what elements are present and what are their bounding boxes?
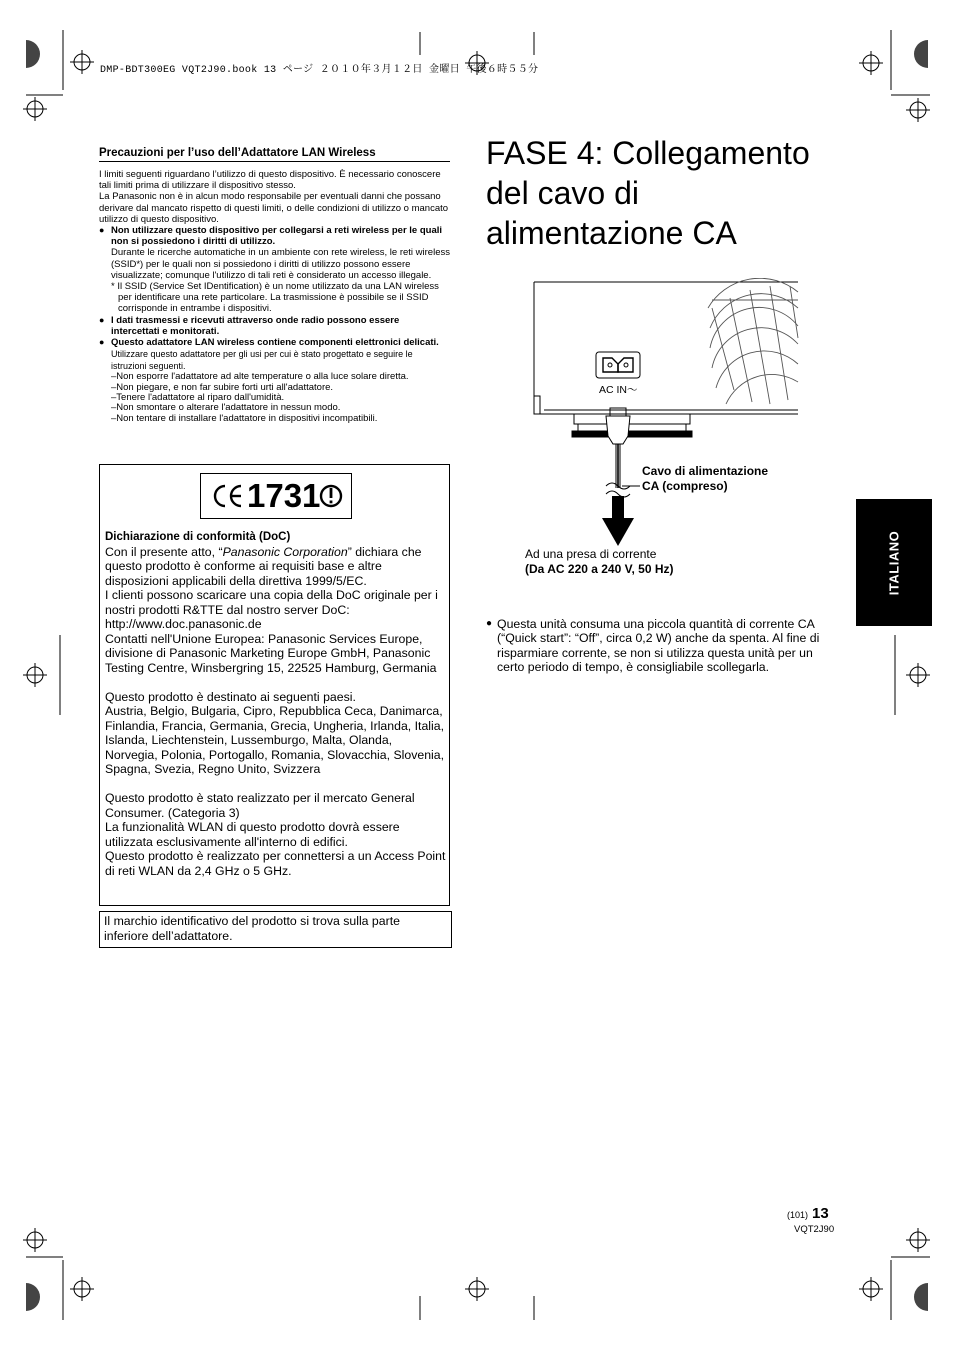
bullet-detail: Durante le ricerche automatiche in un ambiente con rete wireless, le reti wireless (SSID*) per le quali non si possiedono i diritti di utilizzo possono essere visualizzate; comunque l'utilizzo di tali reti è considerato un accesso illegale. <box>111 247 450 281</box>
doc-paragraph: I clienti possono scaricare una copia della DoC originale per i nostri prodotti R&TTE dal nostro server DoC: <box>105 588 438 617</box>
footnote: * Il SSID (Service Set IDentification) è un nome utilizzato da una LAN wireless per identificare una rete particolare. La trasmissione è possibile se il SSID corrisponde in entrambe i dispositivi. <box>111 281 439 315</box>
title-line: del cavo di <box>486 175 639 211</box>
title-line: alimentazione CA <box>486 215 737 251</box>
language-label: ITALIANO <box>886 530 902 595</box>
doc-paragraph: Contatti nell'Unione Europea: Panasonic Services Europe, divisione di Panasonic Marketing Europe GmbH, Panasonic Testing Centre, Winsbergring 15, 22525 Hamburg, Germania <box>105 631 437 675</box>
power-note-text: Questa unità consuma una piccola quantità di corrente CA (“Quick start”: “Off”, circa 0,2 W) anche da spenta. Al fine di risparmiare corrente, se non si utilizza questa unità per un certo periodo di tempo, è consigliabile scollegarla. <box>497 617 820 674</box>
outlet-label-line: Ad una presa di corrente <box>525 547 657 561</box>
instruction-list <box>99 372 450 424</box>
cable-label <box>642 464 768 494</box>
page-number <box>787 1205 829 1222</box>
section-title: Precauzioni per l’uso dell’Adattatore LAN Wireless <box>99 147 450 162</box>
ce-mark-logo <box>200 473 352 519</box>
company-name: Panasonic Corporation <box>222 544 348 559</box>
bullet-dot-icon: ● <box>99 337 105 348</box>
list-item: –Tenere l'adattatore al riparo dall'umidità. <box>111 392 285 404</box>
page-reference: (101) <box>787 1210 809 1220</box>
bullet-detail: Utilizzare questo adattatore per gli usi per cui è stato progettato e seguire le istruzioni seguenti. <box>111 349 413 372</box>
bullet-dot-icon: ● <box>99 314 105 325</box>
bullet-bold-text: Non utilizzare questo dispositivo per collegarsi a reti wireless per le quali non si possiedono i diritti di utilizzo. <box>111 225 443 248</box>
bullet-dot-icon: ● <box>99 225 105 236</box>
doc-url: http://www.doc.panasonic.de <box>105 617 262 631</box>
bullet-item <box>99 337 450 348</box>
title-line: FASE 4: Collegamento <box>486 135 810 171</box>
power-consumption-note <box>486 617 836 674</box>
language-side-tab <box>856 499 932 626</box>
bullet-bold-text: I dati trasmessi e ricevuti attraverso onde radio possono essere intercettati e monitorati. <box>111 314 400 337</box>
bullet-dot-icon: ● <box>486 618 493 629</box>
model-code: VQT2J90 <box>794 1224 835 1235</box>
bullet-item <box>99 225 450 247</box>
wlan-precautions-section <box>99 147 450 424</box>
doc-paragraph: La funzionalità WLAN di questo prodotto dovrà essere utilizzata esclusivamente all'interno di edifici. <box>105 820 400 849</box>
list-item: –Non piegare, e non far subire forti urti all'adattatore. <box>111 381 334 393</box>
country-list: Austria, Belgio, Bulgaria, Cipro, Repubblica Ceca, Danimarca, Finlandia, Francia, Germania, Grecia, Ungheria, Irlanda, Italia, Islanda, Liechtenstein, Lussemburgo, Malta, Olanda, Norvegia, Polonia, Portogallo, Romania, Slovacchia, Slovenia, Spagna, Svezia, Regno Unito, Svizzera <box>105 704 445 776</box>
outlet-label <box>525 547 674 577</box>
doc-heading: Dichiarazione di conformità (DoC) <box>105 531 291 543</box>
bullet-bold-text: Questo adattatore LAN wireless contiene componenti elettronici delicati. <box>111 337 439 349</box>
cable-label-line: Cavo di alimentazione <box>642 464 769 478</box>
cable-label-line: CA (compreso) <box>642 479 728 493</box>
product-mark-note: Il marchio identificativo del prodotto si trova sulla parte inferiore dell’adattatore. <box>99 911 452 948</box>
doc-paragraph <box>105 545 447 589</box>
doc-text-fragment: Con il presente atto, “ <box>105 544 223 559</box>
intro-paragraph-2: La Panasonic non è in alcun modo responsabile per eventuali danni che possano derivare dal mancato rispetto di questi limiti, o delle condizioni di utilizzo o mancato utilizzo di questo dispositivo. <box>99 191 449 225</box>
doc-paragraph: Questo prodotto è realizzato per connettersi a un Access Point di reti WLAN da 2,4 GHz o 5 GHz. <box>105 849 446 878</box>
doc-text-fragment: ” dichiara che questo prodotto è conforme ai requisiti base e altre disposizioni applicabili della direttiva 1999/5/EC. <box>105 544 422 588</box>
page-title <box>486 133 846 253</box>
notified-body-number: 1731 <box>247 477 321 514</box>
declaration-of-conformity-box <box>99 464 450 906</box>
list-item: –Non esporre l'adattatore ad alte temperature o alla luce solare diretta. <box>111 371 409 383</box>
print-header-line: DMP-BDT300EG VQT2J90.book 13 ページ ２０１０年３月１２日 金曜日 午後６時５５分 <box>100 65 539 76</box>
doc-text <box>105 530 447 878</box>
ac-in-label: AC IN～ <box>599 384 638 396</box>
page-number-value: 13 <box>812 1205 829 1222</box>
outlet-voltage: (Da AC 220 a 240 V, 50 Hz) <box>525 562 674 576</box>
list-item: –Non tentare di installare l'adattatore in dispositivi incompatibili. <box>111 412 378 424</box>
ac-cable-connection-diagram <box>530 278 802 550</box>
doc-paragraph: Questo prodotto è stato realizzato per il mercato General Consumer. (Categoria 3) <box>105 791 415 820</box>
list-item: –Non smontare o alterare l'adattatore in nessun modo. <box>111 402 341 414</box>
bullet-item <box>99 315 450 337</box>
doc-paragraph: Questo prodotto è destinato ai seguenti paesi. <box>105 689 356 704</box>
intro-paragraph: I limiti seguenti riguardano l’utilizzo di questo dispositivo. È necessario conoscere tali limiti prima di utilizzare il dispositivo stesso. <box>99 169 441 192</box>
